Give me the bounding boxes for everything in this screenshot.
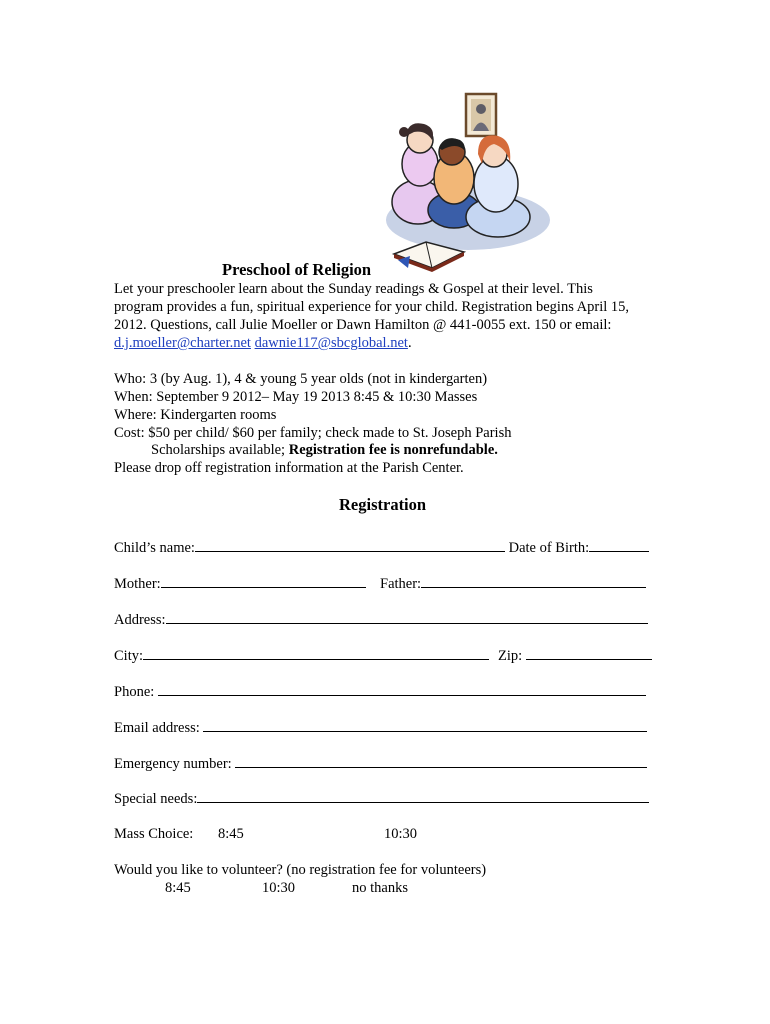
email-row: [114, 719, 647, 737]
father-field[interactable]: [421, 575, 646, 588]
page-title: Preschool of Religion: [222, 260, 372, 279]
children-reading-clipart: [368, 92, 552, 274]
dropoff-line: Please drop off registration information at the Parish Center.: [114, 460, 464, 476]
child-name-label: Child’s name:: [114, 540, 195, 556]
father-label: Father:: [380, 576, 422, 592]
mass-choice-label: Mass Choice:: [114, 826, 194, 842]
zip-label: Zip:: [498, 648, 523, 664]
address-row: [114, 611, 648, 629]
address-field[interactable]: [166, 611, 648, 624]
zip-field[interactable]: [526, 647, 652, 660]
email-link-moeller[interactable]: d.j.moeller@charter.net: [114, 335, 251, 351]
emergency-label: Emergency number:: [114, 756, 232, 772]
when-line: When: September 9 2012– May 19 2013 8:45 & 10:30 Masses: [114, 389, 478, 405]
email-address-label: Email address:: [114, 720, 200, 736]
nonrefundable-text: Registration fee is nonrefundable.: [288, 442, 498, 458]
intro-line-1: Let your preschooler learn about the Sunday readings & Gospel at their level. This: [114, 281, 593, 297]
phone-field[interactable]: [158, 683, 646, 696]
emergency-row: [114, 755, 647, 773]
mother-field[interactable]: [161, 575, 366, 588]
email-link-hamilton[interactable]: dawnie117@sbcglobal.net: [254, 335, 408, 351]
phone-label: Phone:: [114, 684, 155, 700]
volunteer-option-1030[interactable]: 10:30: [262, 880, 296, 896]
parents-row: [114, 575, 366, 593]
intro-line-2: program provides a fun, spiritual experience for your child. Registration begins April 15,: [114, 299, 630, 315]
city-row: [114, 647, 489, 665]
where-line: Where: Kindergarten rooms: [114, 407, 277, 423]
phone-row: [114, 683, 646, 701]
zip-cell: [498, 647, 652, 665]
who-line: Who: 3 (by Aug. 1), 4 & young 5 year olds (not in kindergarten): [114, 371, 488, 387]
cost-line: Cost: $50 per child/ $60 per family; check made to St. Joseph Parish: [114, 425, 512, 441]
email-address-field[interactable]: [203, 719, 647, 732]
child-name-row: [114, 539, 649, 557]
city-field[interactable]: [143, 647, 489, 660]
address-label: Address:: [114, 612, 166, 628]
special-needs-field[interactable]: [197, 790, 649, 803]
father-cell: [380, 575, 646, 593]
volunteer-option-no-thanks[interactable]: no thanks: [352, 880, 408, 896]
email-line: [114, 334, 412, 352]
special-needs-label: Special needs:: [114, 791, 198, 807]
dob-label: Date of Birth:: [508, 540, 590, 556]
mass-option-1030[interactable]: 10:30: [384, 826, 418, 842]
child-name-field[interactable]: [195, 539, 505, 552]
email-line-end: .: [407, 335, 412, 351]
scholarships-line: [151, 441, 498, 459]
registration-title: Registration: [339, 495, 427, 514]
special-needs-row: [114, 790, 649, 808]
city-label: City:: [114, 648, 144, 664]
volunteer-option-845[interactable]: 8:45: [165, 880, 191, 896]
mass-option-845[interactable]: 8:45: [218, 826, 244, 842]
emergency-field[interactable]: [235, 755, 647, 768]
volunteer-question: Would you like to volunteer? (no registration fee for volunteers): [114, 862, 487, 878]
intro-line-3: 2012. Questions, call Julie Moeller or Dawn Hamilton @ 441-0055 ext. 150 or email:: [114, 317, 612, 333]
mother-label: Mother:: [114, 576, 161, 592]
dob-field[interactable]: [589, 539, 649, 552]
scholarships-text: Scholarships available;: [151, 442, 289, 458]
